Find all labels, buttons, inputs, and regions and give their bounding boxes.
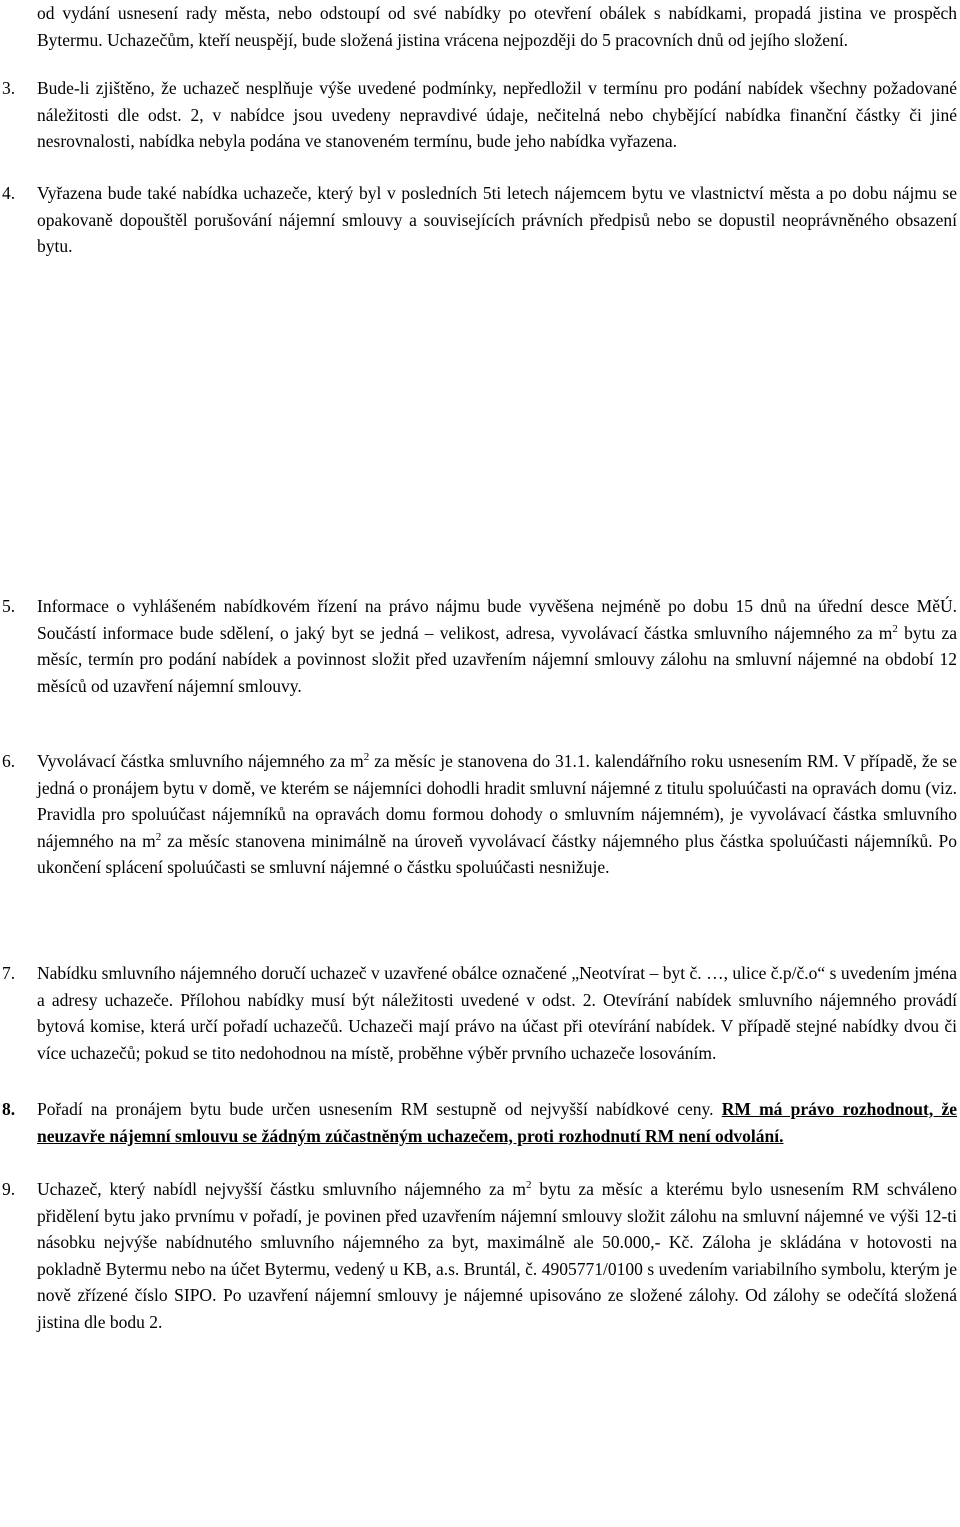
item-number: 8. bbox=[2, 1099, 16, 1119]
item-number: 9. bbox=[2, 1179, 16, 1199]
item-text: Nabídku smluvního nájemného doručí uchazeč v uzavřené obálce označené „Neotvírat – byt č. …, ulice č.p/č.o“ s uvedením jména a adresy uchazeče. Přílohou nabídky musí být náležitosti uvedené v odst. 2. Otevírání nabídek smluvního nájemného provádí bytová komise, která určí pořadí uchazečů. Uchazeči mají právo na účast při otevírání nabídek. V případě stejné nabídky dvou či více uchazečů; pokud se tito nedohodnou na místě, proběhne výběr prvního uchazeče losováním. bbox=[37, 963, 957, 1063]
item-text: Uchazeč, který nabídl nejvyšší částku smluvního nájemného za $m^2$ bytu za měsíc a kterému bylo usnesením RM schváleno přidělení bytu jako prvnímu v pořadí, je povinen před uzavřením nájemní smlouvy složit zálohu na smluvní nájemné ve výši 12-ti násobku nejvýše nabídnutého smluvního nájemného za byt, maximálně ale 50.000,- Kč. Záloha je skládána v hotovosti na pokladně Bytermu nebo na účet Bytermu, vedený u KB, a.s. Bruntál, č. 4905771/0100 s uvedením variabilního symbolu, kterým je nově zřízené číslo SIPO. Po uzavření nájemní smlouvy je nájemné upisováno ze složené zálohy. Od zálohy se odečítá složená jistina dle bodu 2. bbox=[37, 1179, 957, 1332]
item-number: 4. bbox=[2, 183, 16, 203]
item-number: 3. bbox=[2, 78, 16, 98]
item-text: Pořadí na pronájem bytu bude určen usnesením RM sestupně od nejvyšší nabídkové ceny. RM má právo rozhodnout, že neuzavře nájemní smlouvu se žádným zúčastněným uchazečem, proti rozhodnutí RM není odvolání. bbox=[37, 1099, 957, 1146]
item-number: 5. bbox=[2, 596, 16, 616]
item-text: Vyřazena bude také nabídka uchazeče, který byl v posledních 5ti letech nájemcem bytu ve vlastnictví města a po dobu nájmu se opakovaně dopouštěl porušování nájemní smlouvy a souvisejících právních předpisů nebo se dopustil neoprávněného obsazení bytu. bbox=[37, 183, 957, 256]
underlined-statement: RM má právo rozhodnout, že neuzavře nájemní smlouvu se žádným zúčastněným uchazečem, proti rozhodnutí RM není odvolání. bbox=[37, 1099, 957, 1146]
item-text: Bude-li zjištěno, že uchazeč nesplňuje výše uvedené podmínky, nepředložil v termínu pro podání nabídek všechny požadované náležitosti dle odst. 2, v nabídce jsou uvedeny nepravdivé údaje, nečitelná nebo chybějící nabídka finanční částky či jiné nesrovnalosti, nabídka nebyla podána ve stanoveném termínu, bude jeho nabídka vyřazena. bbox=[37, 78, 957, 151]
item-text: Vyvolávací částka smluvního nájemného za $m^2$ za měsíc je stanovena do 31.1. kalendářního roku usnesením RM. V případě, že se jedná o pronájem bytu v domě, ve kterém se nájemníci dohodli hradit smluvní nájemné z titulu spoluúčasti na opravách domu (viz. Pravidla pro spoluúčast nájemníků na opravách domu formou dohody o smluvním nájemném), je vyvolávací částka smluvního nájemného na $m^2$ za měsíc stanovena minimálně na úroveň vyvolávací částky nájemného plus částka spoluúčasti nájemníků. Po ukončení splácení spoluúčasti se smluvní nájemné o částku spoluúčasti nesnižuje. bbox=[37, 751, 957, 877]
intro-text: od vydání usnesení rady města, nebo odstoupí od své nabídky po otevření obálek s nabídkami, propadá jistina ve prospěch Bytermu. Uchazečům, kteří neuspějí, bude složená jistina vrácena nejpozději do 5 pracovních dnů od jejího složení. bbox=[37, 3, 957, 50]
item-text: Informace o vyhlášeném nabídkovém řízení na právo nájmu bude vyvěšena nejméně po dobu 15 dnů na úřední desce MěÚ. Součástí informace bude sdělení, o jaký byt se jedná – velikost, adresa, vyvolávací částka smluvního nájemného za $m^2$ bytu za měsíc, termín pro podání nabídek a povinnost složit před uzavřením nájemní smlouvy zálohu na smluvní nájemné na období 12 měsíců od uzavření nájemní smlouvy. bbox=[37, 596, 957, 696]
item-number: 7. bbox=[2, 963, 16, 983]
item-number: 6. bbox=[2, 751, 16, 771]
